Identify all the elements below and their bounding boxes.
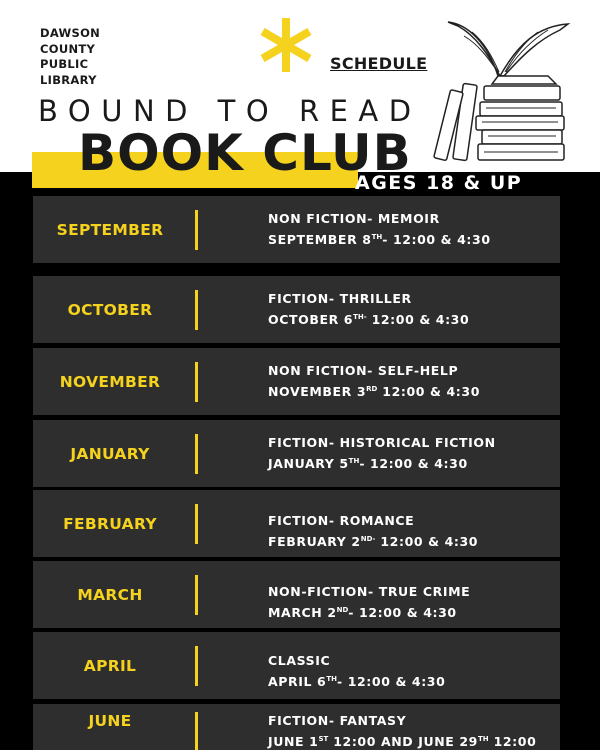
genre: CLASSIC <box>268 653 331 668</box>
month-label: NOVEMBER <box>59 372 161 391</box>
schedule-row <box>33 348 560 415</box>
schedule-row <box>33 632 560 699</box>
month-label: APRIL <box>83 656 137 675</box>
divider <box>195 362 198 402</box>
schedule-row <box>33 704 560 750</box>
divider <box>195 434 198 474</box>
session-date: NOVEMBER 3RD 12:00 & 4:30 <box>268 384 480 399</box>
month-label: FEBRUARY <box>63 514 157 533</box>
session-info <box>268 196 491 263</box>
session-date: APRIL 6TH- 12:00 & 4:30 <box>268 674 446 689</box>
divider <box>195 712 198 750</box>
genre: FICTION- THRILLER <box>268 291 412 306</box>
divider <box>195 575 198 615</box>
library-line: LIBRARY <box>40 72 97 87</box>
schedule-row <box>33 490 560 557</box>
session-info <box>268 490 478 565</box>
month-label: JUNE <box>88 712 132 730</box>
divider <box>195 210 198 250</box>
schedule-row <box>33 276 560 343</box>
month-label: OCTOBER <box>67 300 153 319</box>
library-line: DAWSON <box>40 26 101 40</box>
schedule-label: SCHEDULE <box>330 54 428 73</box>
divider <box>195 290 198 330</box>
session-date: FEBRUARY $2^{ND-}$ 12:00 & 4:30 <box>268 534 479 549</box>
tagline: BOUND TO READ <box>38 94 422 128</box>
session-info <box>268 276 469 343</box>
asterisk-icon <box>257 16 315 74</box>
session-date: SEPTEMBER 8TH- 12:00 & 4:30 <box>268 232 491 247</box>
month-label: SEPTEMBER <box>56 220 164 239</box>
session-date: OCTOBER $6^{TH-}$ 12:00 & 4:30 <box>268 312 470 327</box>
schedule-row <box>33 561 560 628</box>
session-info <box>268 420 496 487</box>
genre: NON FICTION- MEMOIR <box>268 211 440 226</box>
month-label: JANUARY <box>70 444 150 463</box>
divider <box>195 504 198 544</box>
schedule-row <box>33 420 560 487</box>
genre: FICTION- FANTASY <box>268 713 407 728</box>
genre: FICTION- ROMANCE <box>268 513 415 528</box>
schedule-row <box>33 196 560 263</box>
genre: NON-FICTION- TRUE CRIME <box>268 584 471 599</box>
genre: NON FICTION- SELF-HELP <box>268 363 459 378</box>
page-title: BOOK CLUB <box>78 124 412 182</box>
session-date: JUNE 1ST 12:00 AND JUNE 29TH 12:00 <box>268 734 537 749</box>
divider <box>195 646 198 686</box>
library-name <box>40 26 100 88</box>
genre: FICTION- HISTORICAL FICTION <box>268 435 496 450</box>
book-stack-illustration <box>428 14 593 166</box>
session-info <box>268 348 480 415</box>
age-requirement: AGES 18 & UP <box>355 172 523 194</box>
month-label: MARCH <box>77 585 143 604</box>
library-line: PUBLIC <box>40 57 89 71</box>
session-info <box>268 632 445 705</box>
library-line: COUNTY <box>40 41 96 56</box>
session-info <box>268 704 536 750</box>
session-info <box>268 561 470 636</box>
session-date: JANUARY 5TH- 12:00 & 4:30 <box>268 456 468 471</box>
session-date: MARCH 2ND- 12:00 & 4:30 <box>268 605 457 620</box>
